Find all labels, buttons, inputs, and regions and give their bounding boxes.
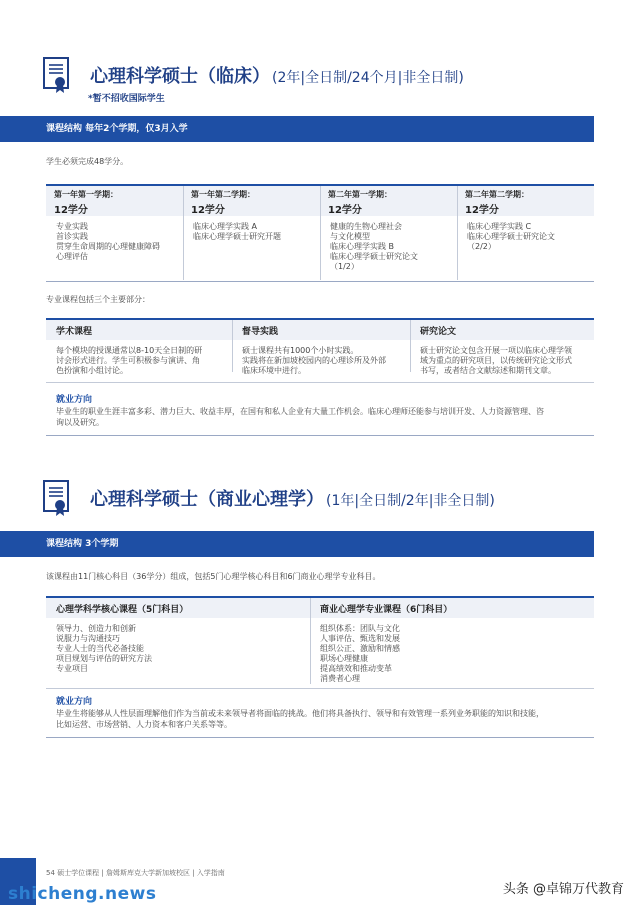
semester-table — [46, 184, 594, 282]
program-title-duration: (2年|全日制/24个月|非全日制) — [272, 70, 464, 86]
core-courses-title: 心理学科学核心课程（5门科目） — [56, 605, 189, 615]
divider — [46, 688, 594, 689]
semester-courses-2 — [183, 222, 320, 242]
course-item: 临床心理学硕士研究开题 — [193, 232, 281, 241]
course-item: 临床心理学硕士研究论文 — [330, 252, 418, 261]
column-divider — [232, 320, 233, 372]
semester-term: 第一年第二学期： — [191, 190, 255, 199]
core-course-item: 项目规划与评估的研究方法 — [56, 654, 152, 663]
course-item: 首诊实践 — [56, 232, 88, 241]
specialist-course-item: 提高绩效和推动变革 — [320, 664, 392, 673]
components-table-header — [46, 320, 594, 340]
semester-courses-4 — [457, 222, 594, 252]
career-title: 就业方向 — [56, 697, 93, 707]
program-heading — [0, 50, 640, 104]
program-title-main: 心理科学硕士（商业心理学） — [90, 489, 324, 510]
component-desc-line: 域为重点的研究项目，以传统研究论文形式 — [420, 356, 572, 365]
component-desc-line: 讨会形式进行。学生可积极参与演讲、角 — [56, 356, 200, 365]
specialist-course-item: 人事评估、甄选和发展 — [320, 634, 400, 643]
semester-credits: 12学分 — [54, 205, 88, 216]
course-item: 临床心理学实践 B — [330, 242, 395, 251]
certificate-icon — [42, 56, 72, 94]
column-divider — [310, 598, 311, 684]
course-item: 健康的生物心理社会 — [330, 222, 402, 231]
component-desc-line: 书写，或者结合文献综述和期刊文章。 — [420, 366, 556, 375]
component-name: 学术课程 — [56, 327, 93, 337]
semester-courses-3 — [320, 222, 457, 272]
component-desc-line: 硕士课程共有1000个小时实践。 — [242, 346, 359, 355]
divider — [46, 382, 594, 383]
semester-term: 第二年第二学期： — [465, 190, 529, 199]
course-item: （1/2） — [330, 262, 359, 271]
semester-header-1 — [46, 186, 183, 216]
column-divider — [410, 320, 411, 372]
program-business-section — [0, 473, 640, 729]
core-course-item: 专业人士的当代必备技能 — [56, 644, 144, 653]
component-name: 督导实践 — [242, 327, 279, 337]
certificate-icon — [42, 479, 72, 517]
component-desc-line: 每个模块的授课通常以8-10天全日制的研 — [56, 346, 203, 355]
career-text-line: 比如运营、市场营销、人力资本和客户关系等等。 — [56, 720, 232, 729]
courses-table-header — [46, 598, 594, 618]
course-item: 临床心理学硕士研究论文 — [467, 232, 555, 241]
program-heading — [0, 473, 640, 519]
page-footer — [0, 858, 640, 905]
component-desc-line: 实践将在新加坡校园内的心理诊所及外部 — [242, 356, 386, 365]
program-title — [90, 62, 464, 88]
component-desc-line: 色扮演和小组讨论。 — [56, 366, 128, 375]
program-title-duration: (1年|全日制/2年|非全日制) — [326, 493, 495, 509]
course-item: （2/2） — [467, 242, 496, 251]
watermark-account: 头条 @卓锦万代教育 — [502, 882, 624, 897]
semester-credits: 12学分 — [328, 205, 362, 216]
semester-credits: 12学分 — [191, 205, 225, 216]
career-text-line: 询以及研究。 — [56, 418, 104, 427]
structure-band: 课程结构 3个学期 — [0, 531, 594, 557]
intl-student-note: *暂不招收国际学生 — [88, 94, 165, 104]
components-intro: 专业课程包括三个主要部分： — [46, 295, 150, 304]
semester-header-4 — [457, 186, 594, 216]
credits-note: 学生必须完成48学分。 — [46, 157, 129, 166]
program-clinical-section — [0, 50, 640, 427]
component-name: 研究论文 — [420, 327, 457, 337]
components-table — [46, 318, 594, 436]
course-item: 贯穿生命周期的心理健康障碍 — [56, 242, 160, 251]
program-title — [90, 485, 495, 511]
career-text-line: 毕业生的职业生涯丰富多彩、潜力巨大、收益丰厚，在国有和私人企业有大量工作机会。临床心理师还能参与培训开发、人力资源管理、咨 — [56, 407, 544, 416]
specialist-course-item: 职场心理健康 — [320, 654, 368, 663]
specialist-courses-title: 商业心理学专业课程（6门科目） — [320, 605, 453, 615]
semester-term: 第二年第一学期： — [328, 190, 392, 199]
semester-credits: 12学分 — [465, 205, 499, 216]
semester-term: 第一年第一学期： — [54, 190, 118, 199]
structure-band: 课程结构 每年2个学期，仅3月入学 — [0, 116, 594, 142]
course-item: 临床心理学实践 A — [193, 222, 258, 231]
course-item: 专业实践 — [56, 222, 88, 231]
specialist-course-item: 组织公正、激励和情感 — [320, 644, 400, 653]
component-desc-line: 硕士研究论文包含开展一项以临床心理学领 — [420, 346, 572, 355]
business-courses-table — [46, 596, 594, 738]
component-desc-line: 临床环境中进行。 — [242, 366, 306, 375]
watermark-site: shicheng.news — [8, 884, 157, 904]
footer-text: 54 硕士学位课程 | 詹姆斯库克大学新加坡校区 | 入学指南 — [46, 869, 225, 877]
course-item: 与文化模型 — [330, 232, 370, 241]
core-course-item: 说服力与沟通技巧 — [56, 634, 120, 643]
core-course-item: 专业项目 — [56, 664, 88, 673]
semester-header-3 — [320, 186, 457, 216]
career-title: 就业方向 — [56, 395, 93, 405]
course-item: 心理评估 — [56, 252, 88, 261]
semester-header-2 — [183, 186, 320, 216]
program-intro: 该课程由11门核心科目（36学分）组成，包括5门心理学核心科目和6门商业心理学专业科目。 — [46, 572, 381, 581]
semester-courses-1 — [46, 222, 183, 262]
career-text-line: 毕业生将能够从人性层面理解他们作为当前或未来领导者将面临的挑战。他们将具备执行、领导和有效管理一系列业务职能的知识和技能， — [56, 709, 544, 718]
program-title-main: 心理科学硕士（临床） — [90, 66, 270, 87]
specialist-course-item: 组织体系：团队与文化 — [320, 624, 400, 633]
course-item: 临床心理学实践 C — [467, 222, 532, 231]
core-course-item: 领导力、创造力和创新 — [56, 624, 136, 633]
specialist-course-item: 消费者心理 — [320, 674, 360, 683]
